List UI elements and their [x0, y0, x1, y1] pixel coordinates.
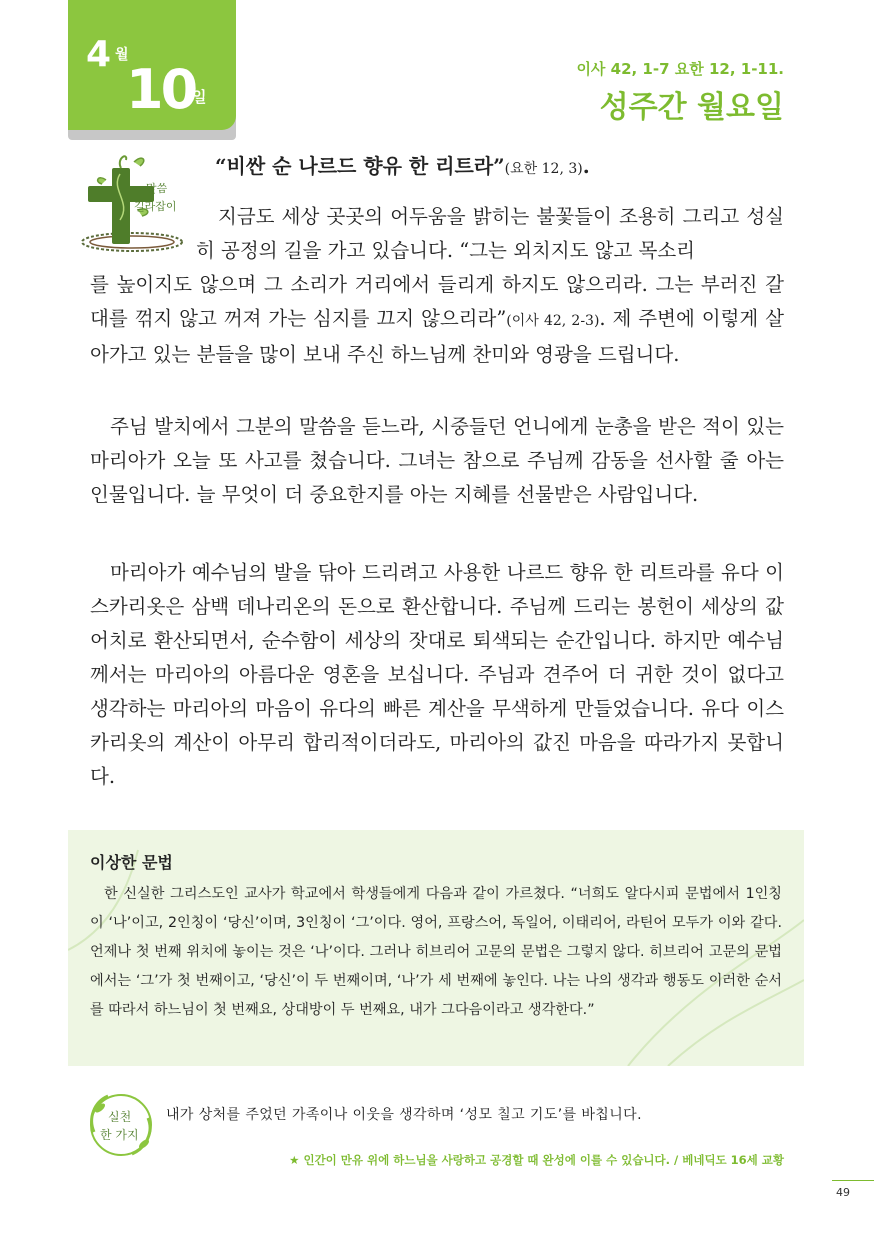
- liturgical-day-title: 성주간 월요일: [599, 90, 784, 125]
- key-quote-text: “비싼 순 나르드 향유 한 리트라”: [215, 154, 505, 178]
- footer-quote: ★ 인간이 만유 위에 하느님을 사랑하고 공경할 때 완성에 이를 수 있습니다. / 베네딕도 16세 교황: [289, 1153, 784, 1167]
- page-number-rule: [832, 1180, 874, 1181]
- key-quote-cite: (요한 12, 3): [504, 161, 583, 177]
- scripture-references: 이사 42, 1-7 요한 12, 1-11.: [576, 60, 784, 78]
- story-body: [90, 880, 782, 1025]
- day-unit: 일: [192, 88, 207, 106]
- paragraph-1-rest-a: 를 높이지도 않으며 그 소리가 거리에서 들리게 하지도 않으리라. 그는 부러진 갈대를 꺾지 않고 꺼져 가는 심지를 끄지 않으리라”: [90, 273, 784, 330]
- practice-badge-bottom: 한 가지: [100, 1128, 139, 1142]
- paragraph-2-text: 주님 발치에서 그분의 말씀을 듣느라, 시중들던 언니에게 눈총을 받은 적이 있는 마리아가 오늘 또 사고를 쳤습니다. 그녀는 참으로 주님께 감동을 선사할 줄 아는 인물입니다. 늘 무엇이 더 중요한지를 아는 지혜를 선물받은 사람입니다.: [90, 415, 784, 506]
- story-title: 이상한 문법: [90, 853, 173, 872]
- story-box: [68, 830, 804, 1066]
- page-number: 49: [836, 1186, 850, 1199]
- paragraph-1-first: 지금도 세상 곳곳의 어두움을 밝히는 불꽃들이 조용히 그리고 성실히 공정의 길을 가고 있습니다. “그는 외치지도 않고 목소리: [196, 205, 784, 262]
- paragraph-1-rest-b: . 제 주변에 이렇게 살아가고 있는 분들을 많이 보내 주신 하느님께 찬미와 영광을 드립니다.: [90, 307, 784, 366]
- key-quote-end: .: [582, 154, 590, 178]
- paragraph-1-intro: [196, 200, 784, 268]
- paragraph-3-text: 마리아가 예수님의 발을 닦아 드리려고 사용한 나르드 향유 한 리트라를 유다 이스카리옷은 삼백 데나리온의 돈으로 환산합니다. 주님께 드리는 봉헌이 세상의 값어치로 환산되면서, 순수함이 세상의 잣대로 퇴색되는 순간입니다. 하지만 예수님께서는 마리아의 아름다운 영혼을 보십니다. 주님과 견주어 더 귀한 것이 없다고 생각하는 마리아의 마음이 유다의 빠른 계산을 무색하게 만들었습니다. 유다 이스카리옷의 계산이 아무리 합리적이더라도, 마리아의 값진 마음을 따라가지 못합니다.: [90, 561, 784, 788]
- paragraph-1-rest: [90, 268, 784, 372]
- story-body-text: 한 신실한 그리스도인 교사가 학교에서 학생들에게 다음과 같이 가르쳤다. “너희도 알다시피 문법에서 1인칭이 ‘나’이고, 2인칭이 ‘당신’이며, 3인칭이 ‘그’이다. 영어, 프랑스어, 독일어, 이태리어, 라틴어 모두가 이와 같다. 언제나 첫 번째 위치에 놓이는 것은 ‘나’이다. 그러나 히브리어 고문의 문법은 그렇지 않다. 히브리어 고문의 문법에서는 ‘그’가 첫 번째이고, ‘당신’이 두 번째이며, ‘나’가 세 번째에 놓인다. 나는 나의 생각과 행동도 이러한 순서를 따라서 하느님이 첫 번째요, 상대방이 두 번째요, 내가 그다음이라고 생각한다.”: [90, 886, 782, 1018]
- practice-badge-top: 실천: [108, 1110, 132, 1124]
- date-box: [68, 0, 236, 130]
- date-tab: [68, 0, 236, 140]
- practice-text: 내가 상처를 주었던 가족이나 이웃을 생각하며 ‘성모 칠고 기도’를 바칩니다.: [166, 1107, 642, 1123]
- paragraph-1-cite: (이사 42, 2-3): [506, 313, 600, 329]
- paragraph-3: [90, 556, 784, 794]
- key-quote: [215, 150, 590, 179]
- day: 10: [126, 58, 196, 121]
- leaf-wreath-icon: [84, 1088, 158, 1162]
- word-guide-icon: [76, 150, 188, 256]
- practice-badge: [84, 1088, 158, 1162]
- icon-label-top: 말씀: [146, 182, 168, 195]
- month-unit: 월: [115, 47, 129, 63]
- paragraph-2: [90, 410, 784, 512]
- icon-label-bottom: 길라잡이: [134, 200, 177, 213]
- month: 4: [86, 34, 112, 75]
